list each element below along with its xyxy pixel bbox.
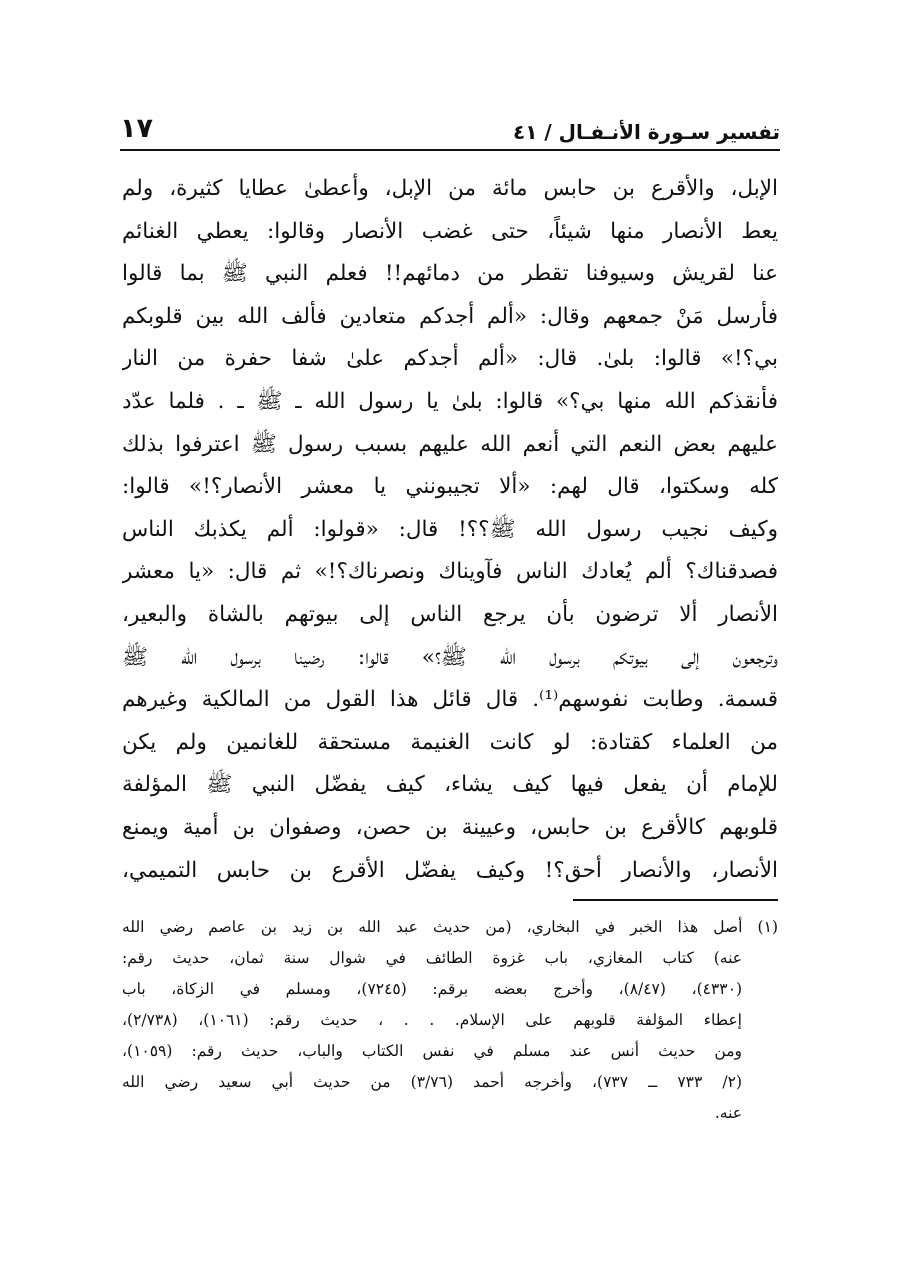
text-line: للإمام أن يفعل فيها كيف يشاء، كيف يفضّل النبي ﷺ المؤلفة <box>122 772 778 798</box>
text-line: الأنصار، والأنصار أحق؟! وكيف يفضّل الأقرع بن حابس التميمي، <box>122 857 778 883</box>
text-line: عليهم بعض النعم التي أنعم الله عليهم بسبب رسول ﷺ اعترفوا بذلك <box>122 431 778 457</box>
text-line: كله وسكتوا، قال لهم: «ألا تجيبونني يا معشر الأنصار؟!» قالوا: <box>122 474 778 500</box>
text-line: فصدقناك؟ ألم يُعادك الناس فآويناك ونصرناك؟!» ثم قال: «يا معشر <box>122 559 778 585</box>
text-line: الإبل، والأقرع بن حابس مائة من الإبل، وأعطىٰ عطايا كثيرة، ولم <box>122 176 778 201</box>
text-line: فأنقذكم الله منها بي؟» قالوا: بلىٰ يا رسول الله ـ ﷺ ـ . فلما عدّد <box>122 388 778 414</box>
text-line: قسمة. وطابت نفوسهم⁽¹⁾. قال قائل هذا القول من المالكية وغيرهم <box>122 687 778 713</box>
text-line: فأرسل مَنْ جمعهم وقال: «ألم أجدكم متعادين فألف الله بين قلوبكم <box>122 303 778 329</box>
running-title: تفسير سـورة الأنـفـال / ٤١ <box>513 120 780 144</box>
footnote-divider <box>573 899 778 901</box>
footnote-line: (٤٣٣٠)، (٨/٤٧)، وأخرج بعضه برقم: (٧٢٤٥)، ومسلم في الزكاة، باب <box>122 980 742 998</box>
body-text <box>122 168 778 892</box>
footnotes <box>122 912 778 1129</box>
page-number: ١٧ <box>120 113 153 144</box>
footnote-line: إعطاء المؤلفة قلوبهم على الإسلام. . . ، حديث رقم: (١٠٦١)، (٢/٧٣٨)، <box>122 1011 742 1029</box>
footnote-line: ومن حديث أنس عند مسلم في نفس الكتاب والباب، حديث رقم: (١٠٥٩)، <box>122 1042 742 1060</box>
text-line: عنا لقريش وسيوفنا تقطر من دمائهم!! فعلم النبي ﷺ بما قالوا <box>122 261 778 287</box>
text-line: من العلماء كقتادة: لو كانت الغنيمة مستحقة للغانمين ولم يكن <box>122 729 778 755</box>
text-line: بي؟!» قالوا: بلىٰ. قال: «ألم أجدكم علىٰ شفا حفرة من النار <box>122 346 778 372</box>
text-line: يعط الأنصار منها شيئاً، حتى غضب الأنصار وقالوا: يعطي الغنائم <box>122 218 778 244</box>
footnote-line: عنه) كتاب المغازي، باب غزوة الطائف في شوال سنة ثمان، حديث رقم: <box>122 949 742 967</box>
text-line: الأنصار ألا ترضون بأن يرجع الناس إلى بيوتهم بالشاة والبعير، <box>122 601 778 627</box>
footnote-line: (٢/ ٧٣٣ ــ ٧٣٧)، وأخرجه أحمد (٣/٧٦) من حديث أبي سعيد رضي الله <box>122 1073 742 1091</box>
header-divider <box>120 149 780 151</box>
text-line: وكيف نجيب رسول الله ﷺ؟؟! قال: «قولوا: ألم يكذبك الناس <box>122 516 778 542</box>
footnote-line: (١) أصل هذا الخبر في البخاري، (من حديث عبد الله بن زيد بن عاصم رضي الله <box>122 918 778 936</box>
footnote-line: عنه. <box>714 1104 742 1122</box>
text-line: وترجعون إلى بيوتكم برسول الله ﷺ؟» قالوا: رضينا برسول الله ﷺ <box>122 644 778 670</box>
page-header <box>120 104 780 144</box>
text-line: قلوبهم كالأقرع بن حابس، وعيينة بن حصن، وصفوان بن أمية ويمنع <box>122 814 778 840</box>
